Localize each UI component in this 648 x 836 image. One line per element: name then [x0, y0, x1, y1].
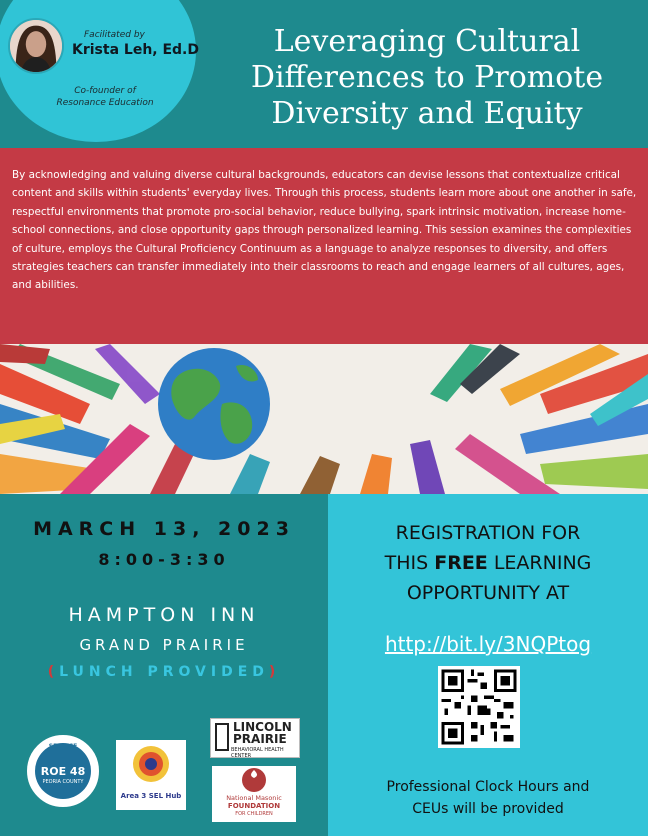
roe48-logo: [24, 732, 102, 810]
header-banner: [0, 0, 648, 148]
title-line2: Differences to Promote: [250, 60, 604, 95]
facilitator-role-line2: Resonance Education: [56, 98, 154, 108]
facilitated-by-label: Facilitated by: [84, 30, 145, 40]
hands-globe-image: [0, 344, 648, 494]
roe48-logo-sub: PEORIA COUNTY: [42, 779, 84, 785]
event-details-panel: [0, 494, 328, 836]
sel-hub-logo: [116, 740, 186, 810]
registration-free: FREE: [434, 552, 488, 574]
hands-illustration: [0, 344, 648, 494]
event-date: MARCH 13, 2023: [33, 518, 295, 540]
sel-hub-name: Area 3 SEL Hub: [120, 792, 182, 800]
title-line3: Diversity and Equity: [271, 96, 583, 131]
lunch-text: LUNCH PROVIDED: [59, 664, 269, 680]
registration-line1: REGISTRATION FOR: [395, 522, 581, 544]
masonic-name2: FOUNDATION: [227, 802, 281, 810]
ceu-note-line1: Professional Clock Hours and: [386, 779, 590, 795]
roe48-logo-name: ROE 48: [40, 765, 86, 778]
registration-line2-post: LEARNING: [487, 552, 592, 574]
masonic-name3: FOR CHILDREN: [235, 811, 273, 817]
venue-name: HAMPTON INN: [68, 604, 260, 626]
lunch-close-paren: ): [268, 664, 281, 680]
lincoln-prairie-logo: [210, 718, 300, 758]
lunch-note: [0, 664, 328, 680]
ceu-note-line2: CEUs will be provided: [412, 801, 564, 817]
facilitator-avatar: [8, 18, 64, 74]
registration-panel: [328, 494, 648, 836]
registration-heading: [328, 518, 648, 608]
qr-code[interactable]: [438, 666, 520, 748]
masonic-foundation-logo: [212, 766, 296, 822]
page-title: [218, 24, 636, 132]
title-line1: Leveraging Cultural: [273, 24, 581, 59]
registration-line3: OPPORTUNITY AT: [406, 582, 570, 604]
lincoln-prairie-name1: LINCOLN: [233, 720, 292, 734]
lincoln-prairie-sub: BEHAVIORAL HEALTH CENTER: [231, 747, 284, 759]
venue-city: GRAND PRAIRIE: [79, 636, 249, 654]
lincoln-prairie-name2: PRAIRIE: [233, 732, 287, 746]
description-panel: [0, 148, 648, 344]
ceu-note: [328, 776, 648, 820]
registration-line2-pre: THIS: [384, 552, 435, 574]
facilitator-name: Krista Leh, Ed.D: [72, 42, 199, 58]
facilitator-role-line1: Co-founder of: [74, 86, 136, 96]
description-text: By acknowledging and valuing diverse cultural backgrounds, educators can devise lessons that contextualize critical content and skills within students' everyday lives. Through this process, students learn more about one another in safe, respectful environments that promote pro-social behavior, reduce bullying, spark intrinsic motivation, increase home-school connections, and close opportunity gaps through personalized learning. This session examines the complexities of culture, employs the Cultural Proficiency Continuum as a language to analyze responses to diversity, and offers strategies teachers can transfer immediately into their classrooms to reach and engage learners of all cultures, ages, and abilities.: [12, 169, 637, 292]
lunch-open-paren: (: [47, 664, 60, 680]
lincoln-prairie-mark: [215, 723, 229, 751]
registration-link[interactable]: http://bit.ly/3NQPtog: [384, 632, 592, 656]
event-time: 8:00-3:30: [98, 550, 230, 569]
registration-line2: [328, 548, 648, 578]
masonic-name1: National Masonic: [226, 794, 282, 802]
